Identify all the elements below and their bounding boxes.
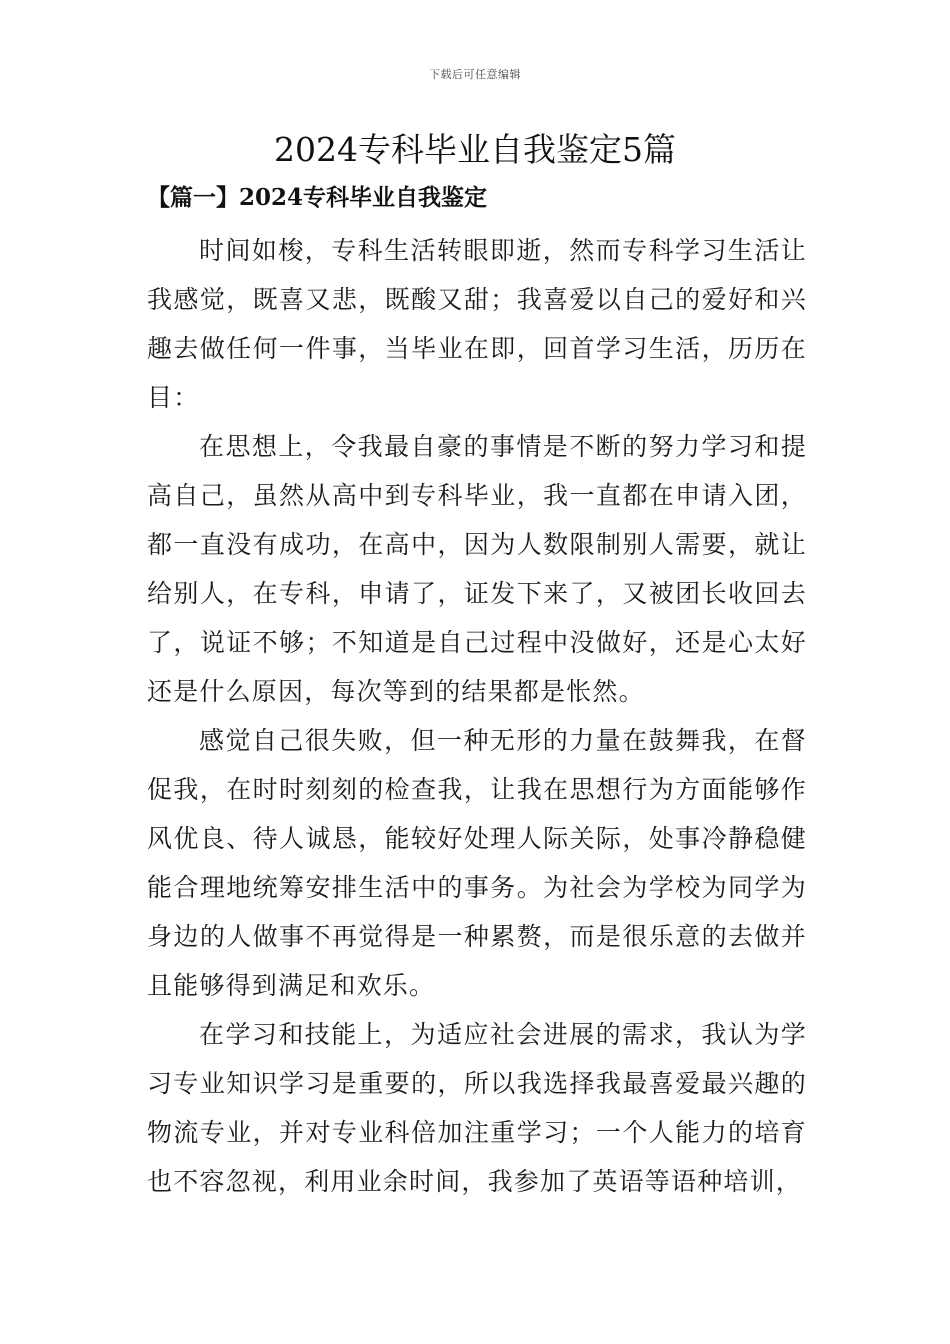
header-note: 下载后可任意编辑 [429, 68, 521, 81]
section-heading: 【篇一】2024专科毕业自我鉴定 [147, 184, 488, 211]
paragraph: 在学习和技能上，为适应社会进展的需求，我认为学习专业知识学习是重要的，所以我选择我最喜爱最兴趣的物流专业，并对专业科倍加注重学习；一个人能力的培育也不容忽视，利用业余时间，我参加了英语等语种培训， [147, 1020, 807, 1196]
paragraph: 时间如梭，专科生活转眼即逝，然而专科学习生活让我感觉，既喜又悲，既酸又甜；我喜爱以自己的爱好和兴趣去做任何一件事，当毕业在即，回首学习生活，历历在目： [147, 236, 807, 412]
paragraph: 感觉自己很失败，但一种无形的力量在鼓舞我，在督促我，在时时刻刻的检查我，让我在思想行为方面能够作风优良、待人诚恳，能较好处理人际关际，处事冷静稳健能合理地统筹安排生活中的事务。为社会为学校为同学为身边的人做事不再觉得是一种累赘，而是很乐意的去做并且能够得到满足和欢乐。 [147, 726, 807, 1000]
paragraph: 在思想上，令我最自豪的事情是不断的努力学习和提高自己，虽然从高中到专科毕业，我一直都在申请入团，都一直没有成功，在高中，因为人数限制别人需要，就让给别人，在专科，申请了，证发下来了，又被团长收回去了，说证不够；不知道是自己过程中没做好，还是心太好还是什么原因，每次等到的结果都是怅然。 [147, 432, 807, 706]
body-text [147, 226, 807, 1206]
document-title: 2024专科毕业自我鉴定5篇 [274, 130, 676, 169]
